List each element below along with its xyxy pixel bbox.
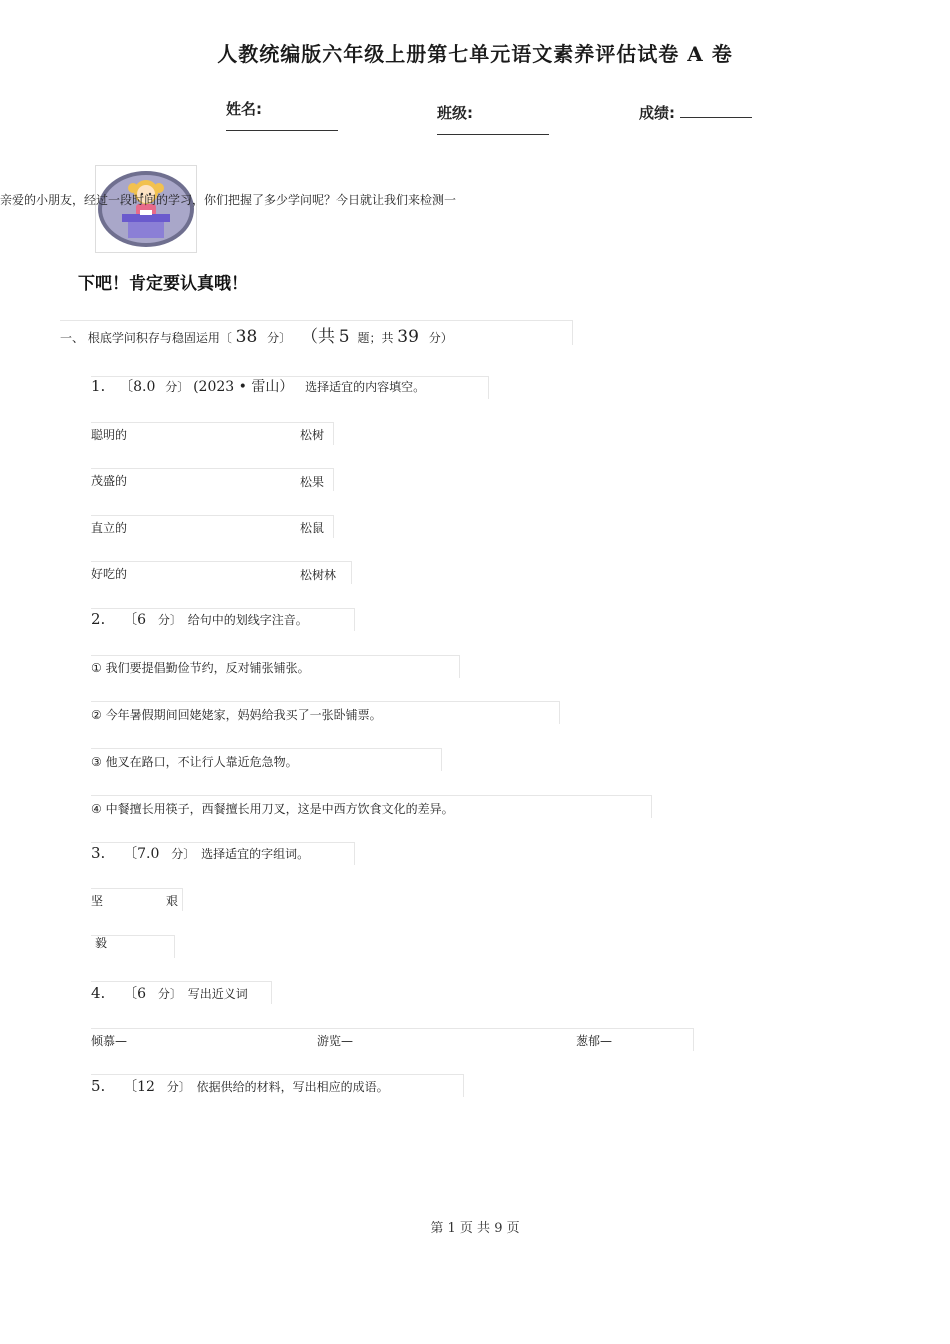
name-underline[interactable]: [226, 130, 338, 131]
intro-line-1: 亲爱的小朋友，经过一段时间的学习，你们把握了多少学问呢？今日就让我们来检测一: [0, 193, 457, 207]
q3-char-jian2: 艰: [166, 894, 179, 908]
class-label: 班级:: [437, 104, 473, 122]
student-illustration: [95, 165, 197, 253]
q2-item-3: ③ 他叉在路口，不让行人靠近危急物。: [91, 755, 298, 769]
question-1: 1. 〔8.0 分〕 (2023 • 雷山） 选择适宜的内容填空。: [91, 377, 426, 395]
q1-row-2-left: 茂盛的: [91, 474, 128, 488]
q1-row-1-left: 聪明的: [91, 428, 128, 442]
q4-synonym-3: 葱郁—: [576, 1034, 613, 1048]
q3-char-yi: 毅: [95, 936, 108, 950]
q4-synonym-1: 倾慕—: [91, 1034, 128, 1048]
q3-char-jian: 坚: [91, 894, 104, 908]
question-4: 4. 〔6 分〕 写出近义词: [91, 984, 248, 1002]
page-title: 人教统编版六年级上册第七单元语文素养评估试卷 A 卷: [217, 42, 733, 66]
q1-row-4-left: 好吃的: [91, 567, 128, 581]
q1-row-box: [91, 422, 334, 445]
q1-row-4-right: 松树林: [300, 568, 337, 582]
page-footer: 第 1 页 共 9 页: [430, 1221, 520, 1236]
q2-item-2: ② 今年暑假期间回姥姥家，妈妈给我买了一张卧铺票。: [91, 708, 382, 722]
class-underline[interactable]: [437, 134, 549, 135]
q1-row-3-right: 松鼠: [300, 521, 325, 535]
intro-line-2: 下吧！肯定要认真哦！: [78, 274, 248, 294]
q2-item-1: ① 我们要提倡勤俭节约，反对铺张铺张。: [91, 661, 310, 675]
q2-item-4: ④ 中餐擅长用筷子，西餐擅长用刀叉，这是中西方饮食文化的差异。: [91, 802, 454, 816]
q1-row-box: [91, 515, 334, 538]
q1-row-box: [91, 468, 334, 491]
name-label: 姓名:: [226, 100, 262, 118]
question-5: 5. 〔12 分〕 依据供给的材料，写出相应的成语。: [91, 1077, 389, 1095]
question-2: 2. 〔6 分〕 给句中的划线字注音。: [91, 610, 308, 628]
q1-row-1-right: 松树: [300, 428, 325, 442]
q4-synonym-2: 游览—: [317, 1034, 354, 1048]
score-underline[interactable]: [680, 117, 752, 118]
section-1-header: 一、 根底学问积存与稳固运用〔 38 分〕 （共 5 题；共 39 分）: [60, 327, 453, 347]
score-label: 成绩:: [639, 104, 675, 122]
q1-row-2-right: 松果: [300, 475, 325, 489]
question-3: 3. 〔7.0 分〕 选择适宜的字组词。: [91, 844, 310, 862]
q1-row-3-left: 直立的: [91, 521, 128, 535]
